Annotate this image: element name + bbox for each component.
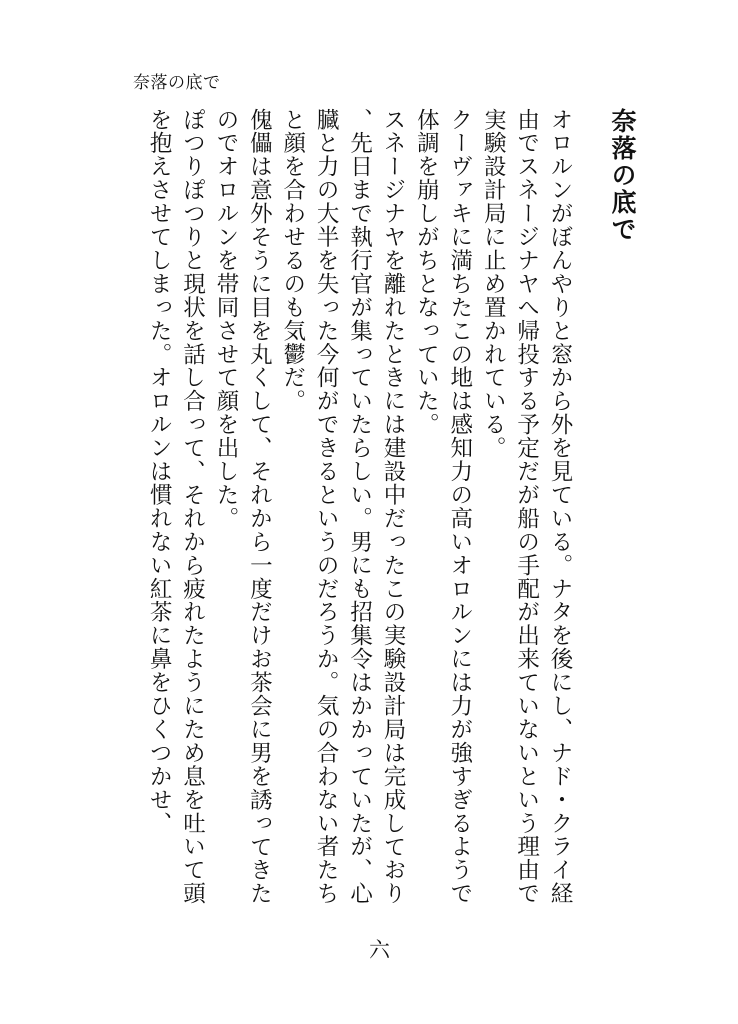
page-number: 六	[369, 938, 390, 962]
running-header: 奈落の底で	[133, 73, 221, 93]
body-text	[142, 108, 646, 908]
paragraph-5: ぽつりぽつりと現状を話し合って、それから疲れたようにため息を吐いて頭を抱えさせてしまった。オロルンは慣れない紅茶に鼻をひくつかせ、	[146, 108, 206, 906]
paragraph-4: 傀儡は意外そうに目を丸くして、それから一度だけお茶会に男を誘ってきたのでオロルンを帯同させて顔を出した。	[212, 108, 273, 906]
paragraph-3: スネージナヤを離れたときには建設中だったこの実験設計局は完成しており、先日まで執行官が集っていたらしい。男にも招集令はかかっていたが、心臓と力の大半を失った今何ができるというのだろうか。気の合わない者たちと顔を合わせるのも気鬱だ。	[279, 108, 406, 906]
paragraph-2: クーヴァキに満ちたこの地は感知力の高いオロルンには力が強すぎるようで体調を崩しがちとなっていた。	[413, 108, 473, 906]
paragraph-1: オロルンがぼんやりと窓から外を見ている。ナタを後にし、ナド・クライ経由でスネージナヤへ帰投する予定だが船の手配が出来ていないという理由で実験設計局に止め置かれている。	[480, 108, 573, 906]
chapter-title: 奈落の底で	[608, 108, 637, 243]
